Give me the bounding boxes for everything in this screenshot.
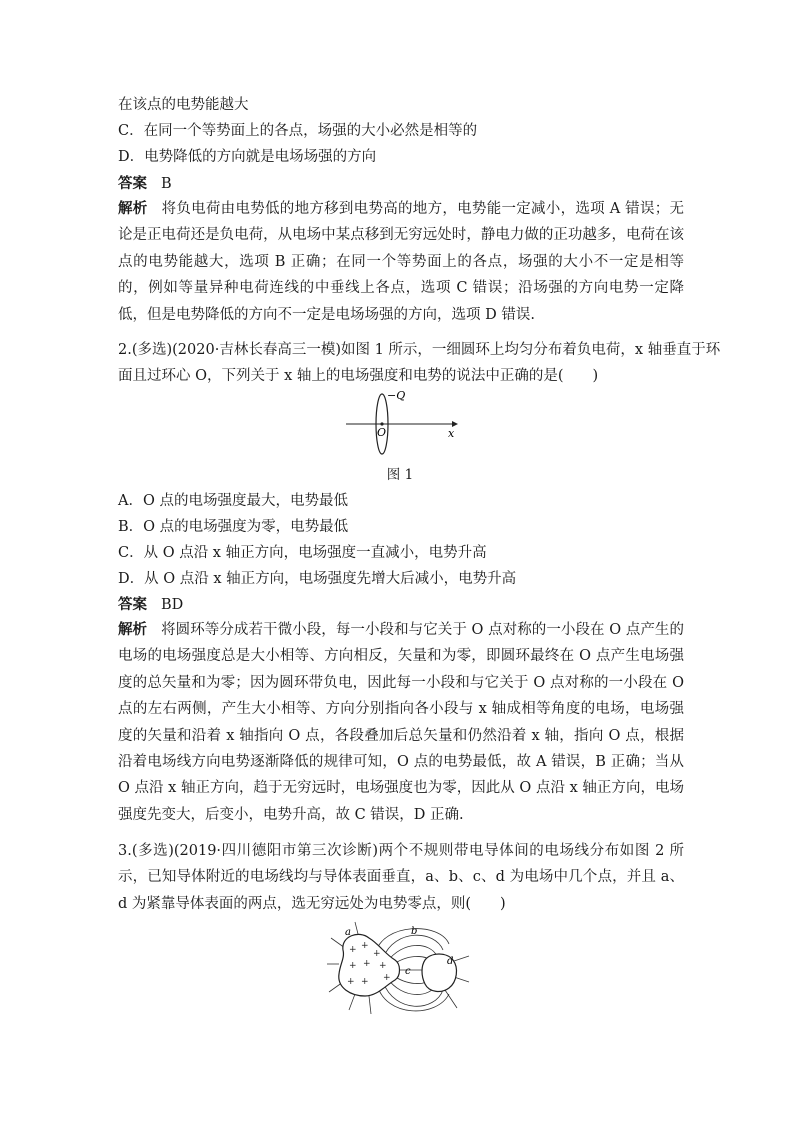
q2-stem-line-1: 2.(多选)(2020·吉林长春高三一模)如图 1 所示，一细圆环上均匀分布着负电荷，x 轴垂直于环	[118, 342, 721, 358]
analysis-text: 将圆环等分成若干微小段，每一小段和与它关于 O 点对称的一小段在 O 点产生的电场的电场强度总是大小相等、方向相反，矢量和为零，即圆环最终在 O 点产生电场强度的总矢量和为零；因为圆环带负电，因此每一小段和与它关于 O 点对称的一小段在 O 点的左右两侧，产生大小相等、方向分别指向各小段与 x 轴成相等角度的电场，电场强度的矢量和沿着 x 轴指向 O 点，各段叠加后总矢量和仍然沿着 x 轴，指向 O 点，根据沿着电场线方向电势逐渐降低的规律可知，O 点的电势最低，故 A 错误，B 正确；当从 O 点沿 x 轴正方向，趋于无穷远时，电场强度也为零，因此从 O 点沿 x 轴正方向，电场强度先变大，后变小，电势升高，故 C 错误，D 正确.	[118, 622, 684, 823]
svg-text:+: +	[347, 977, 355, 987]
analysis-label: 解析	[118, 200, 148, 217]
charge-label: −Q	[387, 389, 406, 402]
point-a-label: a	[345, 927, 351, 938]
analysis-2	[118, 617, 684, 828]
analysis-1	[118, 196, 684, 328]
point-d-label: d	[447, 956, 454, 967]
axis-label: x	[448, 427, 455, 440]
svg-text:+: +	[363, 959, 371, 969]
svg-text:+: +	[349, 945, 357, 955]
svg-text:+: +	[361, 941, 369, 951]
ring-charge-figure	[340, 388, 465, 456]
answer-value: B	[161, 176, 172, 192]
analysis-label: 解析	[118, 621, 148, 638]
point-c-label: c	[405, 966, 411, 977]
conductor-field-figure	[325, 918, 475, 1023]
analysis-text: 将负电荷由电势低的地方移到电势高的地方，电势能一定减小，选项 A 错误；无论是正电荷还是负电荷，从电场中某点移到无穷远处时，静电力做的正功越多，电荷在该点的电势能越大，选项 B 正确；在同一个等势面上的各点，场强的大小不一定是相等的，例如等量异种电荷连线的中垂线上各点，选项 C 错误；沿场强的方向电势一定降低，但是电势降低的方向不一定是电场场强的方向，选项 D 错误.	[118, 201, 685, 323]
svg-text:+: +	[373, 949, 381, 959]
answer-value: BD	[161, 597, 184, 613]
option-d: D．电势降低的方向就是电场场强的方向	[118, 149, 377, 165]
svg-text:+: +	[361, 977, 369, 987]
answer-line-1	[118, 174, 172, 194]
answer-line-2	[118, 595, 183, 615]
option-c: C．在同一个等势面上的各点，场强的大小必然是相等的	[118, 123, 478, 139]
q3-stem: 3.(多选)(2019·四川德阳市第三次诊断)两个不规则带电导体间的电场线分布如图 2 所示，已知导体附近的电场线均与导体表面垂直，a、b、c、d 为电场中几个点，并且 a、d 为紧靠导体表面的两点，选无穷远处为电势零点，则( )	[118, 843, 684, 912]
q2-option-c: C．从 O 点沿 x 轴正方向，电场强度一直减小，电势升高	[118, 545, 487, 561]
option-b-tail: 在该点的电势能越大	[118, 97, 249, 113]
svg-text:+: +	[379, 961, 387, 971]
q2-option-b: B．O 点的电场强度为零，电势最低	[118, 519, 349, 535]
q2-stem-line-2: 面且过环心 O，下列关于 x 轴上的电场强度和电势的说法中正确的是( )	[118, 368, 599, 384]
q2-option-a: A．O 点的电场强度最大，电势最低	[118, 493, 348, 509]
point-b-label: b	[411, 926, 418, 937]
q2-option-d: D．从 O 点沿 x 轴正方向，电场强度先增大后减小，电势升高	[118, 571, 517, 587]
answer-label: 答案	[118, 596, 147, 613]
center-label: O	[377, 426, 387, 439]
answer-label: 答案	[118, 175, 147, 192]
svg-text:+: +	[349, 961, 357, 971]
figure-1-caption: 图 1	[386, 467, 414, 483]
svg-text:+: +	[383, 973, 391, 983]
